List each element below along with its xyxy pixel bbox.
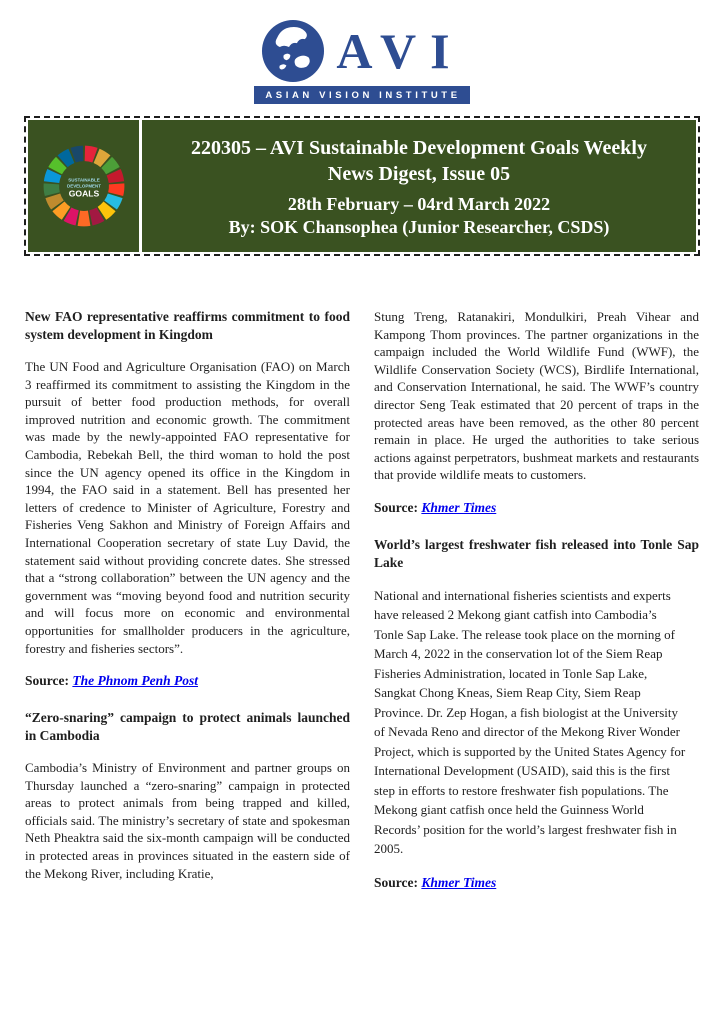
sdg-wheel-logo xyxy=(28,120,142,252)
sdg-text-line3: GOALS xyxy=(68,188,99,199)
source-link-khmer-times[interactable]: Khmer Times xyxy=(421,499,497,515)
article-2-source xyxy=(374,500,699,516)
sdg-text-line2: DEVELOPMENT xyxy=(66,183,101,189)
source-label: Source: xyxy=(374,499,418,515)
article-1-body: The UN Food and Agriculture Organisation (FAO) on March 3 reaffirmed its commitment to assisting the Kingdom in the pursuit of better food production methods, for overall improved nutrition and economic growth. The commitment was made by the newly-appointed FAO representative for Cambodia, Rebekah Bell, the third woman to hold the post since the UN agency opened its office in the Kingdom in 1994, the FAO said in a statement. Bell has presented her letters of credence to Minister of Agriculture, Forestry and Fisheries Veng Sakhon and Ministry of Foreign Affairs and International Cooperation secretary of state Luy David, the statement said without providing concrete dates. She stressed that a “strong collaboration” between the UN agency and the government was “moving beyond food and nutrition security and will focus more on economic and environmental opportunities for smallholder producers in the agriculture, forestry and fisheries sectors”. xyxy=(25,359,350,656)
article-2-headline: “Zero-snaring” campaign to protect animals launched in Cambodia xyxy=(25,710,350,744)
logo-wordmark: AVI xyxy=(336,23,464,79)
banner-byline: By: SOK Chansophea (Junior Researcher, CSDS) xyxy=(228,216,610,237)
article-3-body: National and international fisheries scientists and experts have released 2 Mekong giant catfish into Cambodia’s Tonle Sap Lake. The release took place on the morning of March 4, 2022 in the conservation lot of the Siem Reap Fisheries Administration, located in Tonle Sap Lake, Sangkat Chong Kneas, Siem Reap City, Siem Reap Province. Dr. Zep Hogan, a fish biologist at the University of Nevada Reno and director of the Mekong River Wonder Project, which is supported by the United States Agency for International Development (USAID), said this is the first step in efforts to restore freshwater fish populations. The Mekong giant catfish once held the Guinness World Records’ position for the world’s largest freshwater fish in 2005. xyxy=(374,587,686,857)
masthead xyxy=(0,0,724,104)
source-label: Source: xyxy=(374,874,418,890)
article-2-body-continued: Stung Treng, Ratanakiri, Mondulkiri, Preah Vihear and Kampong Thom provinces. The partner organizations in the campaign included the World Wildlife Fund (WWF), the Wildlife Conservation Society (WCS), Birdlife International, and Conservation International, he said. The WWF’s country director Seng Teak estimated that 20 percent of traps in the protected areas have been removed, as the other 80 percent remain in place. He urged the authorities to take serious actions against perpetrators, bushmeat markets and restaurants that provide wildlife meats to customers. xyxy=(374,309,699,483)
banner-date-range: 28th February – 04rd March 2022 xyxy=(287,193,551,214)
sdg-wheel-icon xyxy=(41,143,127,229)
banner-title-line2: News Digest, Issue 05 xyxy=(327,162,511,185)
right-column xyxy=(374,308,699,891)
source-link-khmer-times[interactable]: Khmer Times xyxy=(421,874,497,890)
article-1-source xyxy=(25,673,350,689)
article-2-body: Cambodia’s Ministry of Environment and partner groups on Thursday launched a “zero-snaring” campaign in protected areas to protect animals from being trapped and killed, officials said. The ministry’s secretary of state and spokesman Neth Pheaktra said the six-month campaign will be conducted in protected areas in provinces situated in the eastern side of the Mekong River, including Kratie, xyxy=(25,760,350,881)
article-3-headline: World’s largest freshwater fish released into Tonle Sap Lake xyxy=(374,536,699,570)
avi-logo xyxy=(260,18,463,84)
banner-text xyxy=(142,120,696,252)
digest-banner xyxy=(24,116,700,256)
source-link-phnom-penh-post[interactable]: The Phnom Penh Post xyxy=(72,673,199,689)
logo-tagline: ASIAN VISION INSTITUTE xyxy=(254,86,469,104)
sdg-text-line1: SUSTAINABLE xyxy=(67,177,100,183)
globe-icon xyxy=(260,18,326,84)
article-columns xyxy=(25,308,699,891)
left-column xyxy=(25,308,350,891)
article-1-headline: New FAO representative reaffirms commitment to food system development in Kingdom xyxy=(25,309,350,342)
source-label: Source: xyxy=(25,673,69,689)
article-3-source xyxy=(374,875,699,891)
banner-title-line1: 220305 – AVI Sustainable Development Goals Weekly xyxy=(191,136,647,159)
